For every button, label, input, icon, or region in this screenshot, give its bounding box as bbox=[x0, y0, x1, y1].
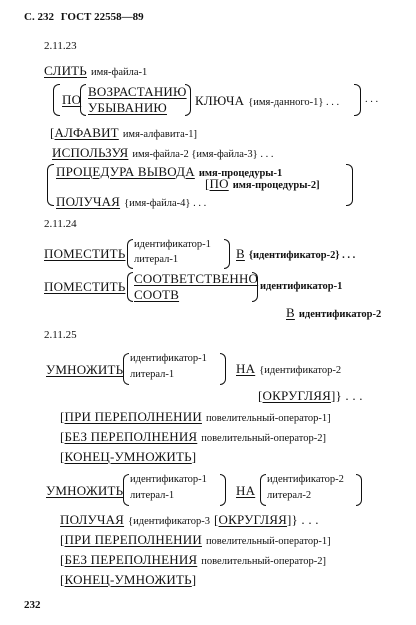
descending-keyword: УБЫВАНИЮ bbox=[88, 100, 167, 115]
mul1-end-close: ] bbox=[191, 449, 197, 464]
mul1-overflow-argument: повелительный-оператор-1] bbox=[205, 413, 331, 424]
mul1-by-keyword: НА bbox=[236, 361, 256, 376]
mul2-no-overflow-clause bbox=[60, 552, 326, 568]
mul2-overflow-open: [ bbox=[60, 532, 65, 547]
mul2-end-clause bbox=[60, 572, 196, 588]
thru-open-bracket: [ bbox=[205, 176, 210, 191]
alphabet-argument: имя-алфавита-1] bbox=[122, 129, 198, 140]
mul2-giving-keyword: ПОЛУЧАЯ bbox=[60, 512, 125, 527]
key-keyword: КЛЮЧА bbox=[195, 93, 245, 108]
mul2-overflow-keyword: ПРИ ПЕРЕПОЛНЕНИИ bbox=[64, 532, 202, 547]
move-keyword-2: ПОМЕСТИТЬ bbox=[44, 279, 126, 294]
move1-option-literal: литерал-1 bbox=[134, 254, 179, 265]
ascending-keyword: ВОЗРАСТАНИЮ bbox=[88, 84, 187, 99]
mul1-rounded-open: [ bbox=[258, 388, 263, 403]
move1-to-keyword: В bbox=[236, 246, 245, 261]
move1-option-identifier: идентификатор-1 bbox=[134, 239, 211, 250]
mul2-by-keyword: НА bbox=[236, 483, 256, 498]
outer-brace-left bbox=[53, 84, 60, 116]
output-brace-left bbox=[47, 164, 54, 206]
move2-to-keyword: В bbox=[286, 305, 295, 320]
mul1-overflow-keyword: ПРИ ПЕРЕПОЛНЕНИИ bbox=[64, 409, 202, 424]
thru-argument: имя-процедуры-2] bbox=[232, 180, 320, 191]
page-header bbox=[24, 12, 144, 23]
collating-sequence-clause bbox=[50, 125, 197, 141]
mul1-by-phrase bbox=[236, 361, 341, 377]
move-keyword-1: ПОМЕСТИТЬ bbox=[44, 246, 126, 261]
move1-to-phrase bbox=[236, 246, 355, 262]
mul1-brace-left bbox=[123, 353, 129, 385]
move2-brace-right bbox=[252, 272, 258, 302]
mul2-end-close: ] bbox=[191, 572, 197, 587]
mul1-rounded-close: ]} . . . bbox=[331, 388, 363, 403]
mul2-overflow-argument: повелительный-оператор-1] bbox=[205, 536, 331, 547]
mul2-no-overflow-argument: повелительный-оператор-2] bbox=[201, 556, 326, 567]
header-page-prefix: С. bbox=[24, 11, 35, 23]
mul2-no-overflow-keyword: БЕЗ ПЕРЕПОЛНЕНИЯ bbox=[64, 552, 198, 567]
move2-brace-left bbox=[127, 272, 133, 302]
footer-page-number: 232 bbox=[24, 599, 41, 611]
mul1-option-identifier: идентификатор-1 bbox=[130, 353, 207, 364]
mul1-end-clause bbox=[60, 449, 196, 465]
inner-brace-right bbox=[185, 84, 191, 116]
move2-argument: идентификатор-1 bbox=[260, 281, 343, 292]
giving-argument: {имя-файла-4} . . . bbox=[124, 198, 207, 209]
multiply-keyword-1: УМНОЖИТЬ bbox=[46, 362, 124, 377]
mul1-no-overflow-keyword: БЕЗ ПЕРЕПОЛНЕНИЯ bbox=[64, 429, 198, 444]
output-brace-right bbox=[346, 164, 353, 206]
mul2-end-keyword: КОНЕЦ-УМНОЖИТЬ bbox=[64, 572, 192, 587]
corresponding-abbr-keyword: СООТВ bbox=[134, 287, 180, 302]
multiply-keyword-2: УМНОЖИТЬ bbox=[46, 483, 124, 498]
mul2-option-literal: литерал-1 bbox=[130, 490, 175, 501]
mul2-by-brace-right bbox=[356, 474, 362, 506]
mul2-giving-clause bbox=[60, 512, 319, 528]
alphabet-open-bracket: [ bbox=[50, 125, 55, 140]
merge-argument: имя-файла-1 bbox=[90, 67, 148, 78]
mul2-brace-left bbox=[123, 474, 129, 506]
mul2-rounded-open: [ bbox=[214, 512, 219, 527]
section-number-2-11-25: 2.11.25 bbox=[44, 329, 77, 341]
mul2-rounded-close: ]} . . . bbox=[287, 512, 319, 527]
mul1-no-overflow-argument: повелительный-оператор-2] bbox=[201, 433, 326, 444]
output-procedure-argument: имя-процедуры-1 bbox=[198, 168, 283, 179]
move1-to-argument: {идентификатор-2} . . . bbox=[248, 250, 356, 261]
mul1-rounded-keyword: ОКРУГЛЯЯ bbox=[262, 388, 331, 403]
merge-keyword: СЛИТЬ bbox=[44, 63, 87, 78]
mul2-by-option-identifier: идентификатор-2 bbox=[267, 474, 344, 485]
output-procedure-keyword: ПРОЦЕДУРА ВЫВОДА bbox=[56, 164, 195, 179]
mul1-end-keyword: КОНЕЦ-УМНОЖИТЬ bbox=[64, 449, 192, 464]
mul1-overflow-clause bbox=[60, 409, 331, 425]
on-keyword: ПО bbox=[62, 92, 82, 107]
mul1-by-argument: {идентификатор-2 bbox=[259, 365, 342, 376]
using-keyword: ИСПОЛЬЗУЯ bbox=[52, 145, 129, 160]
mul1-no-overflow-open: [ bbox=[60, 429, 65, 444]
mul2-rounded-keyword: ОКРУГЛЯЯ bbox=[218, 512, 288, 527]
using-clause bbox=[52, 145, 273, 161]
mul2-giving-argument: {идентификатор-3 bbox=[128, 516, 211, 527]
section-number-2-11-23: 2.11.23 bbox=[44, 40, 77, 52]
merge-statement bbox=[44, 63, 147, 79]
header-page-number: 232 bbox=[37, 11, 54, 23]
outer-brace-right bbox=[354, 84, 361, 116]
mul1-no-overflow-clause bbox=[60, 429, 326, 445]
mul2-by-brace-left bbox=[260, 474, 266, 506]
mul2-overflow-clause bbox=[60, 532, 331, 548]
mul1-option-literal: литерал-1 bbox=[130, 369, 175, 380]
mul2-by-option-literal: литерал-2 bbox=[267, 490, 312, 501]
alphabet-keyword: АЛФАВИТ bbox=[54, 125, 119, 140]
using-argument: имя-файла-2 {имя-файла-3} . . . bbox=[132, 149, 274, 160]
key-phrase bbox=[195, 93, 339, 109]
mul1-overflow-open: [ bbox=[60, 409, 65, 424]
inner-brace-left bbox=[80, 84, 86, 116]
corresponding-keyword: СООТВЕТСТВЕННО bbox=[134, 271, 259, 286]
key-repeat-ellipsis: . . . bbox=[365, 94, 379, 105]
thru-clause bbox=[205, 176, 320, 192]
mul1-brace-right bbox=[220, 353, 226, 385]
giving-clause bbox=[56, 194, 206, 210]
key-argument: {имя-данного-1} . . . bbox=[248, 97, 340, 108]
move2-to-argument: идентификатор-2 bbox=[298, 309, 382, 320]
mul2-no-overflow-open: [ bbox=[60, 552, 65, 567]
section-number-2-11-24: 2.11.24 bbox=[44, 218, 77, 230]
header-standard: ГОСТ 22558—89 bbox=[60, 11, 144, 23]
mul1-end-open: [ bbox=[60, 449, 65, 464]
move1-brace-right bbox=[224, 239, 230, 269]
move2-to-phrase bbox=[286, 305, 381, 321]
move1-brace-left bbox=[127, 239, 133, 269]
mul2-end-open: [ bbox=[60, 572, 65, 587]
mul2-brace-right bbox=[220, 474, 226, 506]
thru-keyword: ПО bbox=[209, 176, 229, 191]
giving-keyword: ПОЛУЧАЯ bbox=[56, 194, 121, 209]
mul2-option-identifier: идентификатор-1 bbox=[130, 474, 207, 485]
mul1-rounded-clause bbox=[258, 388, 363, 404]
